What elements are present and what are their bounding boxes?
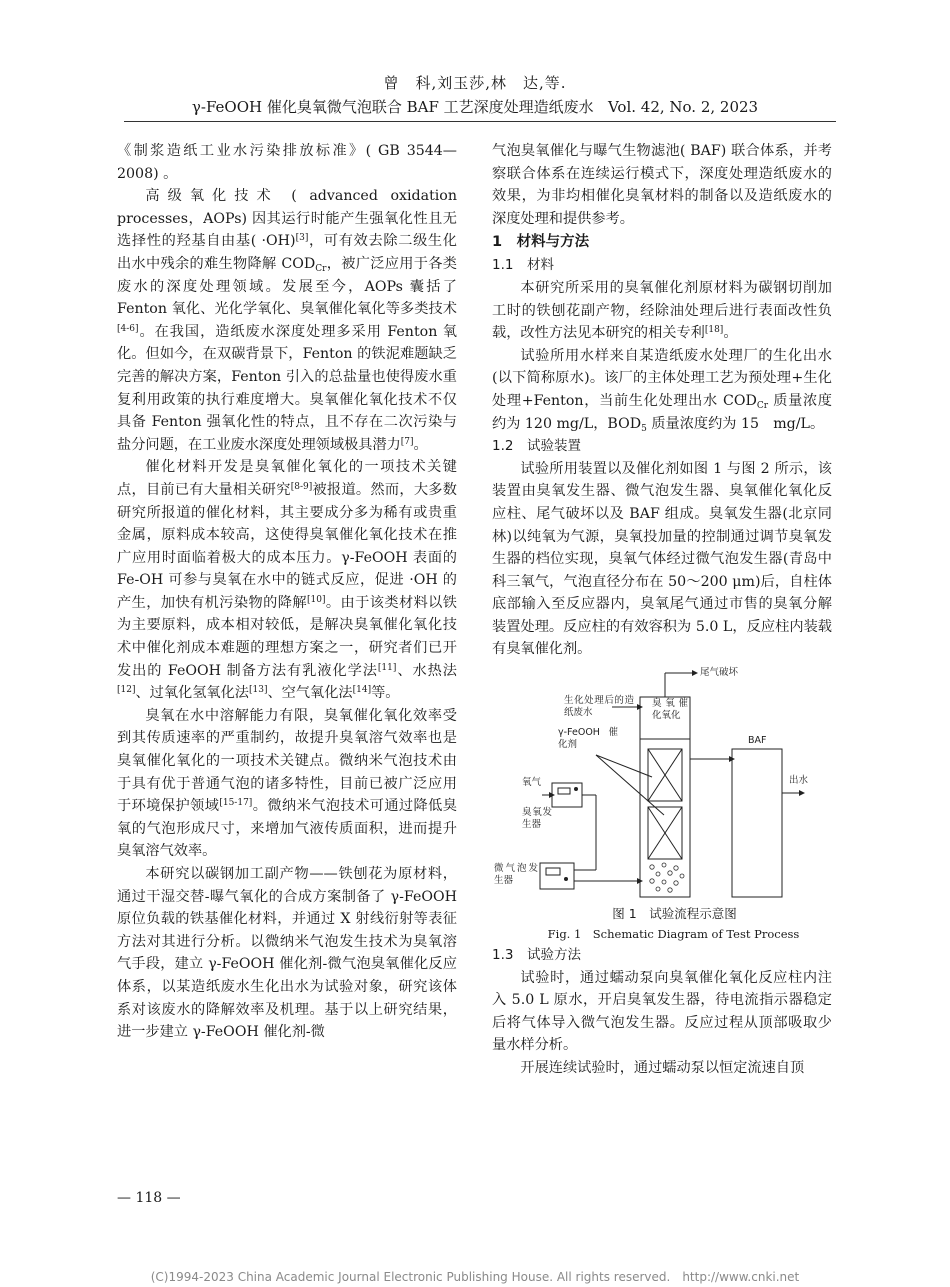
label-tail-gas: 尾气破坏 xyxy=(700,667,739,679)
ozone-generator-display xyxy=(558,788,570,794)
label-outlet: 出水 xyxy=(789,775,809,787)
figure-caption-en: Fig. 1 Schematic Diagram of Test Process xyxy=(547,927,800,942)
knobs xyxy=(564,787,578,881)
header-rule xyxy=(124,121,836,122)
citation: [4-6] xyxy=(117,323,139,334)
paragraph: 高级氧化技术 ( advanced oxidation processes，AOPs) 因其运行时能产生强氧化性且无选择性的羟基自由基( ·OH)[3]，可有效去除二级生化出水中残余的难生物降解 $COD_{Cr}$，被广泛应用于各类废水的深度处理领域。发展至今，AOPs 囊括了 Fenton 氧化、光化学氧化、臭氧催化氧化等多类技术[4-6]。在我国，造纸废水深度处理多采用 Fenton 氧化。但如今，在双碳背景下，Fenton 的铁泥难题缺乏完善的解决方案，Fenton 引入的总盐量也使得废水重复利用政策的执行难度增大。臭氧催化氧化技术不仅具备 Fenton 强氧化性的特点，且不存在二次污染与盐分问题，在工业废水深度处理领域极具潜力[7]。 xyxy=(117,188,457,453)
label-influent: 生化处理后的造纸废水 xyxy=(564,695,634,719)
label-oxygen: 氧气 xyxy=(522,777,542,789)
citation: [12] xyxy=(117,685,136,696)
label-ozone-catalysis: 臭氧催化氧化 xyxy=(652,698,688,722)
citation: [15-17] xyxy=(219,798,253,809)
citation: [14] xyxy=(352,685,372,696)
label-microbubble-generator: 微气泡发生器 xyxy=(494,863,538,887)
subscript: 5 xyxy=(641,423,647,434)
subscript: Cr xyxy=(315,263,327,274)
label-catalyst: γ-FeOOH 催化剂 xyxy=(558,727,618,751)
catalyst-pointer xyxy=(596,755,652,777)
microbubble-generator-display xyxy=(546,868,560,875)
figure-caption-cn: 图 1 试验流程示意图 xyxy=(612,906,737,922)
subsection-heading: 1.3 试验方法 xyxy=(492,947,581,964)
citation: [8-9] xyxy=(290,481,313,492)
page-number: — 118 — xyxy=(117,1190,181,1206)
paragraph: 本研究所采用的臭氧催化剂原材料为碳钢切削加工时的铁刨花副产物，经除油处理后进行表面改性负载，改性方法见本研究的相关专利[18]。 xyxy=(492,279,832,342)
citation: [11] xyxy=(377,662,397,673)
header-title: γ-FeOOH 催化臭氧微气泡联合 BAF 工艺深度处理造纸废水 xyxy=(191,98,594,116)
paragraph: 《制浆造纸工业水污染排放标准》( GB 3544—2008) 。 xyxy=(117,143,457,182)
paragraph: 试验所用水样来自某造纸废水处理厂的生化出水(以下简称原水)。该厂的主体处理工艺为预处理+生化处理+Fenton，当前生化处理出水 $COD_{Cr}$ 质量浓度约为 120 mg/L，$BOD_5$ 质量浓度约为 15 mg/L。 xyxy=(492,347,832,434)
citation: [7] xyxy=(400,436,414,447)
subsection-heading: 1.2 试验装置 xyxy=(492,438,581,455)
right-column xyxy=(492,140,832,1080)
citation: [18] xyxy=(704,325,724,336)
label-baf: BAF xyxy=(748,735,767,747)
header-volume: Vol. 42, No. 2, 2023 xyxy=(607,98,759,116)
subsection-heading: 1.1 材料 xyxy=(492,257,554,274)
section-heading: 1 材料与方法 xyxy=(492,234,590,251)
paragraph: 开展连续试验时，通过蠕动泵以恒定流速自顶 xyxy=(520,1060,805,1077)
paragraph: 气泡臭氧催化与曝气生物滤池( BAF) 联合体系，并考察联合体系在连续运行模式下，深度处理造纸废水的效果，为非均相催化臭氧材料的制备以及造纸废水的深度处理和提供参考。 xyxy=(492,143,832,227)
baf-tank xyxy=(732,749,782,897)
microbubble-generator-box xyxy=(540,863,574,889)
paragraph: 催化材料开发是臭氧催化氧化的一项技术关键点，目前已有大量相关研究[8-9]被报道。然而，大多数研究所报道的催化材料，其主要成分多为稀有或贵重金属，原料成本较高，这使得臭氧催化氧化技术在推广应用时面临着极大的成本压力。γ-FeOOH 表面的 Fe-OH 可参与臭氧在水中的链式反应，促进 ·OH 的产生，加快有机污染物的降解[10]。由于该类材料以铁为主要原料，成本相对较低，是解决臭氧催化氧化技术中催化剂成本难题的理想方案之一，研究者们已开发出的 FeOOH 制备方法有乳液化学法[11]、水热法[12]、过氧化氢氧化法[13]、空气氧化法[14]等。 xyxy=(117,459,457,702)
header-journal xyxy=(0,96,950,117)
paragraph: 试验时，通过蠕动泵向臭氧催化氧化反应柱内注入 5.0 L 原水，开启臭氧发生器，待电流指示器稳定后将气体导入微气泡发生器。反应过程从顶部吸取少量水样分析。 xyxy=(492,969,832,1054)
citation: [3] xyxy=(295,233,309,244)
copyright-footer: (C)1994-2023 China Academic Journal Electronic Publishing House. All rights reserved. http://www.cnki.net xyxy=(150,1270,800,1284)
label-ozone-generator: 臭氧发生器 xyxy=(522,807,552,831)
paragraph: 试验所用装置以及催化剂如图 1 与图 2 所示，该装置由臭氧发生器、微气泡发生器、臭氧催化氧化反应柱、尾气破坏以及 BAF 组成。臭氧发生器(北京同林)以纯氧为气源，臭氧投加量的控制通过调节臭氧发生器的档位实现，臭氧气体经过微气泡发生器(青岛中科三氧气，气泡直径分布在 50～200 μm)后，自柱体底部输入至反应器内，臭氧尾气通过市售的臭氧分解装置处理。反应柱的有效容积为 5.0 L，反应柱内装载有臭氧催化剂。 xyxy=(492,460,832,658)
citation: [13] xyxy=(249,685,268,696)
subscript: Cr xyxy=(756,400,769,411)
paragraph: 臭氧在水中溶解能力有限，臭氧催化氧化效率受到其传质速率的严重制约，故提升臭氧溶气效率也是臭氧催化氧化的一项技术关键点。微纳米气泡技术由于具有优于普通气泡的诸多特性，目前已被广泛应用于环境保护领域[15-17]。微纳米气泡技术可通过降低臭氧的气泡形成尺寸，来增加气液传质面积，进而提升臭氧溶气效率。 xyxy=(117,707,457,860)
bubbles xyxy=(650,863,684,892)
citation: [10] xyxy=(306,594,326,605)
header-authors: 曾 科,刘玉莎,林 达,等. xyxy=(383,74,567,92)
process-diagram xyxy=(492,667,832,902)
paragraph: 本研究以碳钢加工副产物——铁刨花为原材料，通过干湿交替-曝气氧化的合成方案制备了 γ-FeOOH 原位负载的铁基催化材料，并通过 X 射线衍射等表征方法对其进行分析。以微纳米气泡发生技术为臭氧溶气手段，建立 γ-FeOOH 催化剂-微气泡臭氧催化反应体系，以某造纸废水生化出水为试验对象，研究该体系对该废水的降解效率及机理。基于以上研究结果，进一步建立 γ-FeOOH 催化剂-微 xyxy=(117,866,457,1041)
ozone-generator-box xyxy=(552,783,582,807)
catalyst-pointer xyxy=(596,755,664,815)
left-column xyxy=(117,140,457,1044)
